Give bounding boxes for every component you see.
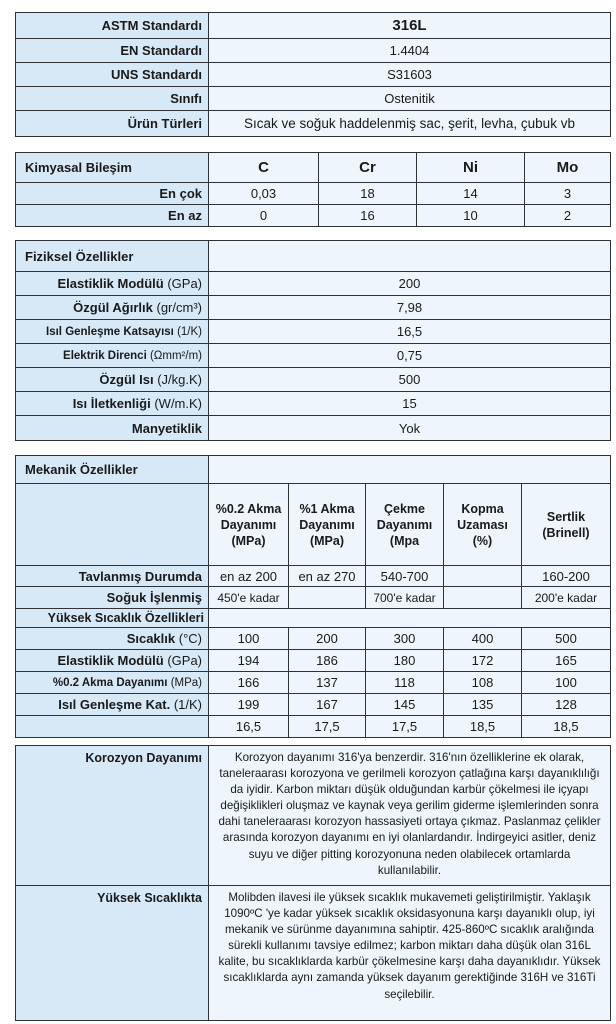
property-unit: (gr/cm³) [156,300,202,315]
property-unit: (Ωmm²/m) [149,349,202,362]
high-temp-value: 200 [289,628,366,650]
high-temp-value: 18,5 [522,716,611,738]
high-temp-value: 17,5 [366,716,444,738]
empty-cell [209,609,611,628]
property-name: Isı İletkenliği [72,396,151,411]
property-value: 16,5 [209,320,611,344]
high-temp-value: 135 [444,694,522,716]
high-temp-label [16,650,209,672]
table-row [16,39,611,63]
corrosion-label: Korozyon Dayanımı [16,746,209,886]
high-temp-value: 199 [209,694,289,716]
property-name: Isıl Genleşme Kat. [58,697,171,712]
property-name: %0.2 Akma Dayanımı [52,676,168,689]
mechanical-title: Mekanik Özellikler [16,456,209,484]
element-header: Cr [319,153,417,183]
table-row [16,746,611,886]
high-temperature-label: Yüksek Sıcaklıkta [16,886,209,1021]
high-temp-value: 166 [209,672,289,694]
property-name: Elastiklik Modülü [57,653,164,668]
cold-worked-value: 200'e kadar [522,587,611,609]
high-temp-value: 172 [444,650,522,672]
max-value: 3 [525,183,611,205]
corrosion-text: Korozyon dayanımı 316'ya benzerdir. 316'nın özelliklerine ek olarak, taneleraarası korozyona ve gerilmeli korozyon çatlağına karşı dayanıklılığı da iyidir. Karbon miktarı düşük olduğundan karbür çökelmesi ile içyapı değişiklikleri oluşmaz ve kaynak veya gerilim giderme işlemlerinden sonra dahi taneleraarası korozyon hassasiyeti ortaya çıkmaz. Paslanmaz çelikler arasında korozyon dayanımı en iyi olanlardandır. İndirgeyici asitler, deniz suyu ve diğer pitting korozyonuna neden olabilecek ortamlarda kullanılabilir. [209,746,611,886]
chemical-composition-table [15,152,611,227]
property-unit: (GPa) [167,276,202,291]
high-temp-value: 128 [522,694,611,716]
table-row [16,111,611,137]
high-temp-value: 145 [366,694,444,716]
property-value: 7,98 [209,296,611,320]
empty-cell [209,241,611,272]
max-value: 0,03 [209,183,319,205]
table-row [16,272,611,296]
high-temp-value: 300 [366,628,444,650]
high-temp-label [16,672,209,694]
en-value: 1.4404 [209,39,611,63]
high-temp-label [16,628,209,650]
table-row [16,183,611,205]
table-row [16,392,611,416]
property-value: Yok [209,416,611,441]
empty-cell [16,484,209,566]
table-row [16,344,611,368]
property-label [16,416,209,441]
property-label [16,320,209,344]
property-unit: (J/kg.K) [157,372,202,387]
min-label: En az [16,205,209,227]
min-value: 0 [209,205,319,227]
table-row [16,416,611,441]
physical-title: Fiziksel Özellikler [16,241,209,272]
high-temp-value: 186 [289,650,366,672]
table-row [16,886,611,1021]
table-row [16,484,611,566]
property-unit: (MPa) [170,676,202,689]
property-name: Özgül Isı [99,372,154,387]
annealed-value: 160-200 [522,566,611,587]
high-temp-value: 167 [289,694,366,716]
property-unit: (GPa) [167,653,202,668]
high-temp-value: 137 [289,672,366,694]
notes-table [15,745,611,1021]
max-label: En çok [16,183,209,205]
table-row [16,87,611,111]
class-label: Sınıfı [16,87,209,111]
uns-label: UNS Standardı [16,63,209,87]
table-row [16,628,611,650]
property-name: Sıcaklık [126,631,176,646]
element-header: Ni [417,153,525,183]
table-row [16,153,611,183]
table-row [16,609,611,628]
property-value: 0,75 [209,344,611,368]
cold-worked-value [289,587,366,609]
high-temp-value: 500 [522,628,611,650]
table-row [16,320,611,344]
high-temp-title: Yüksek Sıcaklık Özellikleri [16,609,209,628]
high-temp-value: 180 [366,650,444,672]
high-temp-label [16,694,209,716]
max-value: 18 [319,183,417,205]
high-temp-value: 165 [522,650,611,672]
table-row [16,672,611,694]
physical-properties-table [15,240,611,441]
annealed-value: en az 200 [209,566,289,587]
table-row [16,566,611,587]
annealed-value: en az 270 [289,566,366,587]
high-temp-label [16,716,209,738]
table-row [16,241,611,272]
property-value: 15 [209,392,611,416]
empty-cell [209,456,611,484]
cold-worked-value: 450'e kadar [209,587,289,609]
property-unit: (1/K) [177,325,202,338]
table-row [16,456,611,484]
high-temp-value: 108 [444,672,522,694]
min-value: 2 [525,205,611,227]
mechanical-properties-table [15,455,611,738]
property-name: Elektrik Direnci [63,349,147,362]
element-header: Mo [525,153,611,183]
table-row [16,368,611,392]
annealed-value: 540-700 [366,566,444,587]
high-temp-value: 100 [522,672,611,694]
property-unit: (°C) [178,631,202,646]
annealed-value [444,566,522,587]
column-header: Sertlik (Brinell) [522,484,611,566]
high-temp-value: 194 [209,650,289,672]
high-temperature-text: Molibden ilavesi ile yüksek sıcaklık mukavemeti geliştirilmiştir. Yaklaşık 1090ºC 'ye kadar yüksek sıcaklık oksidasyonuna karşı dayanıklı olup, iyi mekanik ve sürünme dayanımına sahiptir. 425-860ºC sıcaklık aralığında sürekli kullanımı tavsiye edilmez; karbon miktarı daha düşük olan 316L kalite, bu sıcaklıklarda karbür çökelmesine karşı daha dayanıklıdır. Yüksek sıcaklıklarda aynı zamanda yüksek dayanım gerektiğinde 316H ve 316Ti seçilebilir. [209,886,611,1021]
property-value: 500 [209,368,611,392]
table-row [16,694,611,716]
product-types-label: Ürün Türleri [16,111,209,137]
min-value: 16 [319,205,417,227]
class-value: Ostenitik [209,87,611,111]
property-label [16,344,209,368]
cold-worked-value [444,587,522,609]
property-label [16,296,209,320]
high-temp-value: 118 [366,672,444,694]
property-name: Elastiklik Modülü [57,276,164,291]
cold-worked-value: 700'e kadar [366,587,444,609]
column-header: Kopma Uzaması (%) [444,484,522,566]
astm-label: ASTM Standardı [16,13,209,39]
table-row [16,63,611,87]
property-name: Manyetiklik [131,420,202,436]
en-label: EN Standardı [16,39,209,63]
max-value: 14 [417,183,525,205]
property-label [16,368,209,392]
table-row [16,296,611,320]
general-info-table [15,12,611,137]
table-row [16,205,611,227]
astm-value: 316L [209,13,611,39]
column-header: %0.2 Akma Dayanımı (MPa) [209,484,289,566]
column-header: Çekme Dayanımı (Mpa [366,484,444,566]
table-row [16,587,611,609]
annealed-label: Tavlanmış Durumda [16,566,209,587]
cold-worked-label: Soğuk İşlenmiş [16,587,209,609]
property-label [16,272,209,296]
high-temp-value: 100 [209,628,289,650]
high-temp-value: 400 [444,628,522,650]
property-name: Isıl Genleşme Katsayısı [46,325,174,338]
property-unit: (W/m.K) [154,396,202,411]
high-temp-value: 16,5 [209,716,289,738]
min-value: 10 [417,205,525,227]
column-header: %1 Akma Dayanımı (MPa) [289,484,366,566]
product-types-value: Sıcak ve soğuk haddelenmiş sac, şerit, levha, çubuk vb [209,111,611,137]
table-row [16,13,611,39]
property-name: Özgül Ağırlık [73,300,153,315]
property-unit: (1/K) [173,697,202,712]
property-label [16,392,209,416]
element-header: C [209,153,319,183]
uns-value: S31603 [209,63,611,87]
high-temp-value: 17,5 [289,716,366,738]
table-row [16,650,611,672]
table-row [16,716,611,738]
property-value: 200 [209,272,611,296]
high-temp-value: 18,5 [444,716,522,738]
chemical-title: Kimyasal Bileşim [16,153,209,183]
